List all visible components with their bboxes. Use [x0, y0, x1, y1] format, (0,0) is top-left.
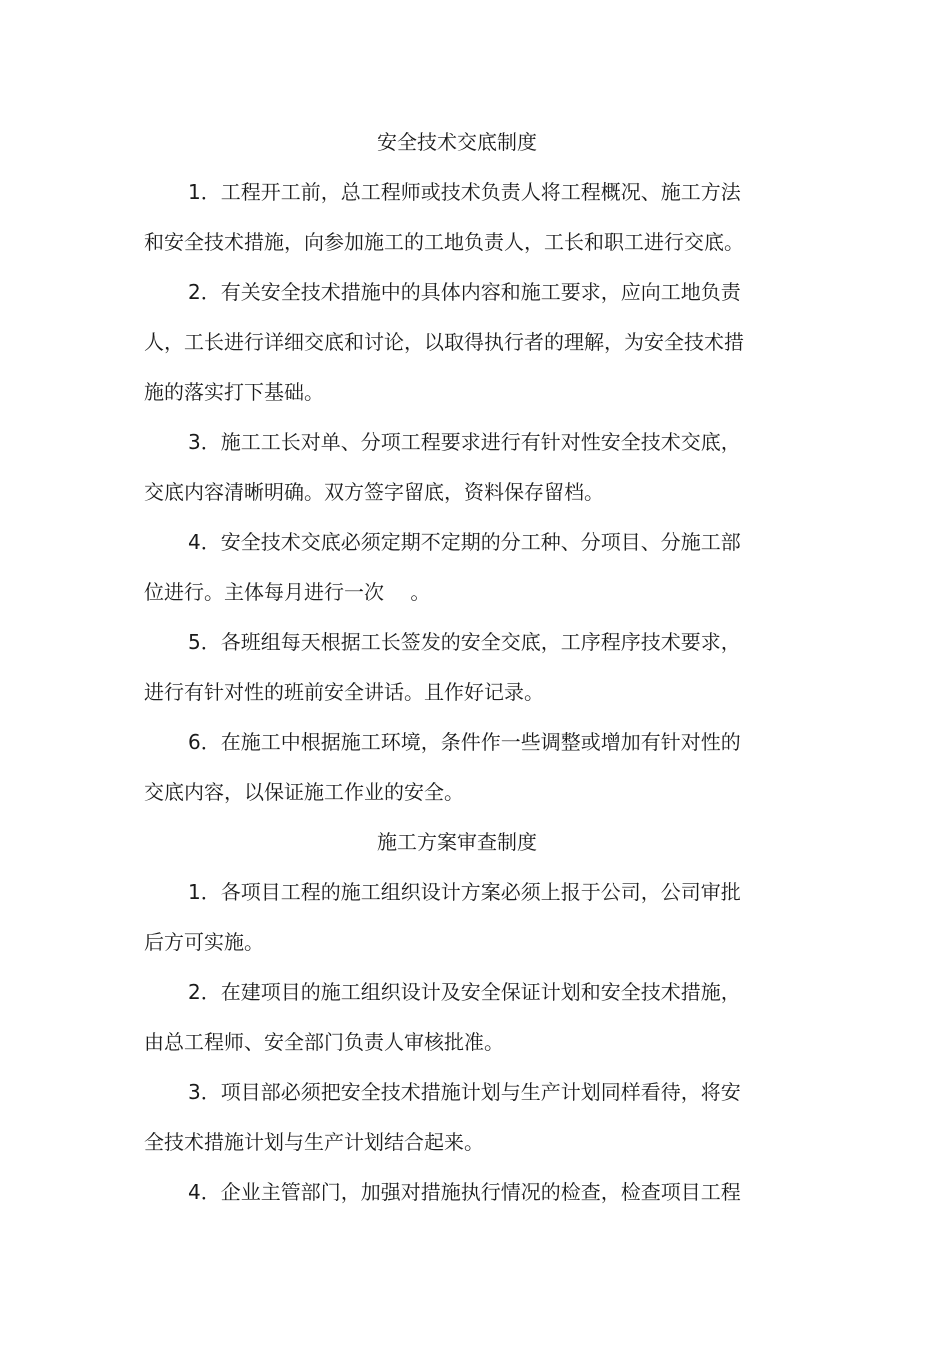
- paragraph-line: 后方可实施。: [144, 930, 264, 954]
- paragraph-line: 全技术措施计划与生产计划结合起来。: [144, 1130, 484, 1154]
- paragraph-line: 施的落实打下基础。: [144, 380, 324, 404]
- paragraph-line: 进行有针对性的班前安全讲话。且作好记录。: [144, 680, 544, 704]
- paragraph-line: 1．工程开工前，总工程师或技术负责人将工程概况、施工方法: [188, 180, 741, 204]
- paragraph-line: 2．在建项目的施工组织设计及安全保证计划和安全技术措施，: [188, 980, 741, 1004]
- paragraph-line: 由总工程师、安全部门负责人审核批准。: [144, 1030, 504, 1054]
- paragraph-line: 交底内容清晰明确。双方签字留底，资料保存留档。: [144, 480, 604, 504]
- paragraph-line: 和安全技术措施，向参加施工的工地负责人，工长和职工进行交底。: [144, 230, 744, 254]
- section-title: 施工方案审查制度: [377, 830, 537, 854]
- section-title: 安全技术交底制度: [377, 130, 537, 154]
- paragraph-line: 3．项目部必须把安全技术措施计划与生产计划同样看待，将安: [188, 1080, 741, 1104]
- paragraph-line: 6．在施工中根据施工环境，条件作一些调整或增加有针对性的: [188, 730, 741, 754]
- paragraph-line: 5．各班组每天根据工长签发的安全交底，工序程序技术要求，: [188, 630, 741, 654]
- paragraph-line: 1．各项目工程的施工组织设计方案必须上报于公司，公司审批: [188, 880, 741, 904]
- paragraph-line: 交底内容，以保证施工作业的安全。: [144, 780, 464, 804]
- paragraph-line: 2．有关安全技术措施中的具体内容和施工要求，应向工地负责: [188, 280, 741, 304]
- paragraph-line: 4．企业主管部门，加强对措施执行情况的检查，检查项目工程: [188, 1180, 741, 1204]
- paragraph-line: 人，工长进行详细交底和讨论，以取得执行者的理解，为安全技术措: [144, 330, 744, 354]
- paragraph-line: 位进行。主体每月进行一次 。: [144, 580, 431, 604]
- document-body: [144, 117, 784, 1217]
- paragraph-line: 3．施工工长对单、分项工程要求进行有针对性安全技术交底，: [188, 430, 741, 454]
- paragraph-line: 4．安全技术交底必须定期不定期的分工种、分项目、分施工部: [188, 530, 741, 554]
